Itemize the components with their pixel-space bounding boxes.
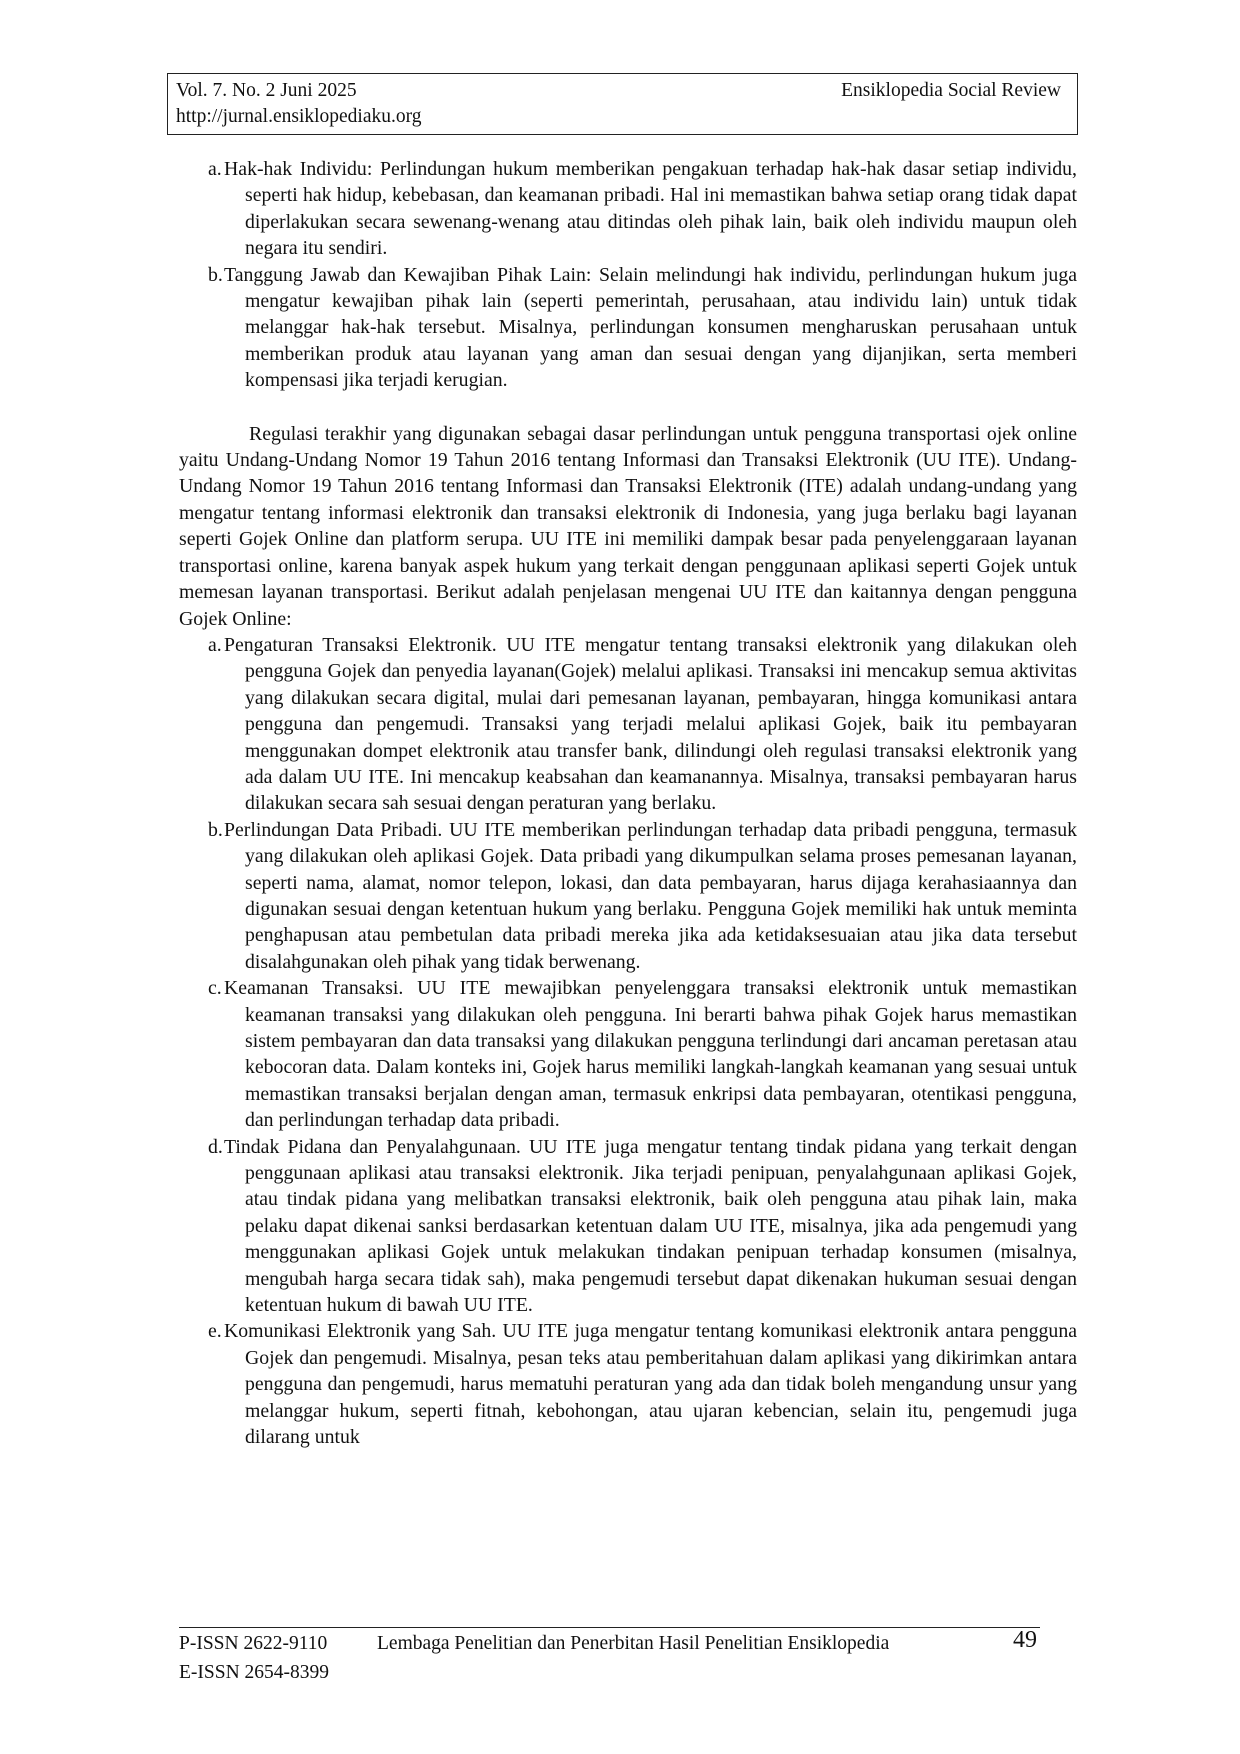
list-item <box>179 975 1077 1133</box>
list-label: e. <box>208 1320 222 1343</box>
list-label: a. <box>208 633 222 656</box>
list-item <box>179 632 1077 817</box>
list-text: Keamanan Transaksi. UU ITE mewajibkan penyelenggara transaksi elektronik untuk memastikan keamanan transaksi yang dilakukan oleh pengguna. Ini berarti bahwa pihak Gojek harus memastikan sistem pembayaran dan data transaksi yang dilakukan pengguna terlindungi dari ancaman peretasan atau kebocoran data. Dalam konteks ini, Gojek harus memiliki langkah-langkah keamanan yang sesuai untuk memastikan transaksi berjalan dengan aman, termasuk enkripsi data pembayaran, otentikasi pengguna, dan perlindungan terhadap data pribadi. <box>224 977 1077 1132</box>
page-number: 49 <box>1013 1627 1037 1653</box>
list-text: Pengaturan Transaksi Elektronik. UU ITE mengatur tentang transaksi elektronik yang dilakukan oleh pengguna Gojek dan penyedia layanan(Gojek) melalui aplikasi. Transaksi ini mencakup semua aktivitas yang dilakukan secara digital, mulai dari pemesanan layanan, pembayaran, hingga komunikasi antara pengguna dan pengemudi. Transaksi yang terjadi melalui aplikasi Gojek, baik itu pembayaran menggunakan dompet elektronik atau transfer bank, dilindungi oleh regulasi transaksi elektronik yang ada dalam UU ITE. Ini mencakup keabsahan dan keamanannya. Misalnya, transaksi pembayaran harus dilakukan secara sah sesuai dengan peraturan yang berlaku. <box>224 633 1077 815</box>
body-paragraph: Regulasi terakhir yang digunakan sebagai dasar perlindungan untuk pengguna transportasi ojek online yaitu Undang-Undang Nomor 19 Tahun 2016 tentang Informasi dan Transaksi Elektronik (UU ITE). Undang-Undang Nomor 19 Tahun 2016 tentang Informasi dan Transaksi Elektronik (ITE) adalah undang-undang yang mengatur tentang informasi elektronik dan transaksi elektronik di Indonesia, yang juga berlaku bagi layanan seperti Gojek Online dan platform serupa. UU ITE ini memiliki dampak besar pada penyelenggaraan layanan transportasi online, karena banyak aspek hukum yang terkait dengan penggunaan aplikasi seperti Gojek untuk memesan layanan transportasi. Berikut adalah penjelasan mengenai UU ITE dan kaitannya dengan pengguna Gojek Online: <box>179 422 1077 630</box>
publisher-name: Lembaga Penelitian dan Penerbitan Hasil Penelitian Ensiklopedia <box>377 1633 890 1654</box>
list-item <box>179 817 1077 975</box>
list-text: Tanggung Jawab dan Kewajiban Pihak Lain: Selain melindungi hak individu, perlindungan hukum juga mengatur kewajiban pihak lain (seperti pemerintah, perusahaan, atau individu lain) untuk tidak melanggar hak-hak tersebut. Misalnya, perlindungan konsumen mengharuskan perusahaan untuk memberikan produk atau layanan yang aman dan sesuai dengan yang dijanjikan, serta memberi kompensasi jika terjadi kerugian. <box>224 263 1077 392</box>
list-label: a. <box>208 158 222 180</box>
print-issn: P-ISSN 2622-9110 <box>179 1633 328 1654</box>
list-label: c. <box>208 977 222 1000</box>
list-item <box>179 1318 1077 1450</box>
list-label: b. <box>208 818 223 841</box>
list-text: Komunikasi Elektronik yang Sah. UU ITE juga mengatur tentang komunikasi elektronik antara pengguna Gojek dan pengemudi. Misalnya, pesan teks atau pemberitahuan dalam aplikasi yang dikirimkan antara pengguna dan pengemudi, harus mematuhi peraturan yang ada dan tidak boleh mengandung unsur yang melanggar hukum, seperti fitnah, kebohongan, atau ujaran kebencian, selain itu, pengemudi juga dilarang untuk <box>224 1320 1077 1449</box>
list-text: Hak-hak Individu: Perlindungan hukum memberikan pengakuan terhadap hak-hak dasar setiap individu, seperti hak hidup, kebebasan, dan keamanan pribadi. Hal ini memastikan bahwa setiap orang tidak dapat diperlakukan secara sewenang-wenang atau ditindas oleh pihak lain, baik oleh individu maupun oleh negara itu sendiri. <box>224 158 1077 260</box>
footer-divider <box>179 1627 1040 1628</box>
journal-title: Ensiklopedia Social Review <box>841 80 1061 101</box>
journal-url[interactable]: http://jurnal.ensiklopediaku.org <box>176 106 422 127</box>
volume-info: Vol. 7. No. 2 Juni 2025 <box>176 80 357 101</box>
list-item <box>179 156 1077 262</box>
list-item <box>179 262 1077 394</box>
electronic-issn: E-ISSN 2654-8399 <box>179 1662 330 1683</box>
list-label: b. <box>208 263 223 286</box>
main-content <box>179 156 1077 1451</box>
list-label: d. <box>208 1135 223 1158</box>
list-item <box>179 1134 1077 1319</box>
list-text: Tindak Pidana dan Penyalahgunaan. UU ITE juga mengatur tentang tindak pidana yang terkait dengan penggunaan aplikasi atau transaksi elektronik. Jika terjadi penipuan, penyalahgunaan aplikasi Gojek, atau tindak pidana yang melibatkan transaksi elektronik, baik oleh pengguna atau pihak lain, maka pelaku dapat dikenai sanksi berdasarkan ketentuan dalam UU ITE, misalnya, jika ada pengemudi yang menggunakan aplikasi Gojek untuk melakukan tindakan penipuan terhadap konsumen (misalnya, mengubah harga secara tidak sah), maka pengemudi tersebut dapat dikenakan hukuman sesuai dengan ketentuan hukum di bawah UU ITE. <box>224 1135 1077 1317</box>
running-header <box>167 73 1078 135</box>
list-text: Perlindungan Data Pribadi. UU ITE memberikan perlindungan terhadap data pribadi pengguna, termasuk yang dilakukan oleh aplikasi Gojek. Data pribadi yang dikumpulkan selama proses pemesanan layanan, seperti nama, alamat, nomor telepon, lokasi, dan data pembayaran, harus dijaga kerahasiaannya dan digunakan sesuai dengan ketentuan hukum yang berlaku. Pengguna Gojek memiliki hak untuk meminta penghapusan atau pembetulan data pribadi mereka jika ada ketidaksesuaian atau jika data tersebut disalahgunakan oleh pihak yang tidak berwenang. <box>224 818 1077 973</box>
